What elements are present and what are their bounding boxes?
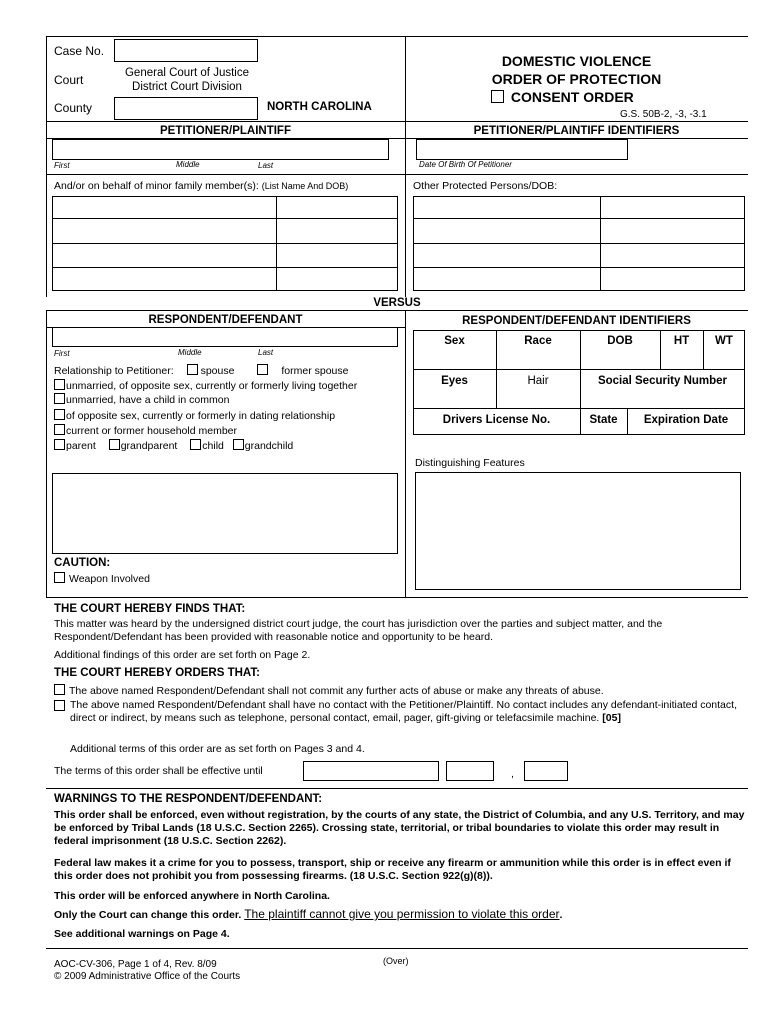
warning-enforcement: This order shall be enforced, even without registration, by the courts of any state, the District of Columbia, and any U.S. Territory, and may be enforced by Tribal Lands (18 U.S.C. Section 2265). Crossing state, territorial, or tribal boundaries to violate this order may result in federal imprisonment (18 U.S.C. Section 2262). (54, 809, 745, 847)
id-expiration-label: Expiration Date (643, 414, 729, 426)
weapon-row: Weapon Involved (54, 572, 150, 586)
id-hair-label: Hair (527, 375, 549, 387)
household-checkbox[interactable] (54, 424, 65, 435)
distinguishing-features-label: Distinguishing Features (415, 457, 525, 469)
case-no-label: Case No. (54, 44, 105, 58)
warning-court-change: Only the Court can change this order. The plaintiff cannot give you permission to violate this order. (54, 907, 563, 921)
warnings-heading: WARNINGS TO THE RESPONDENT/DEFENDANT: (54, 793, 323, 805)
petitioner-dob-label: Date Of Birth Of Petitioner (419, 160, 512, 169)
effective-comma: , (511, 768, 514, 780)
unmarried-living-checkbox[interactable] (54, 379, 65, 390)
relationship-dating: of opposite sex, currently or formerly in dating relationship (54, 409, 335, 423)
other-protected-label: Other Protected Persons/DOB: (413, 180, 558, 192)
order-item-2-checkbox-wrap (54, 700, 68, 713)
findings-heading: THE COURT HEREBY FINDS THAT: (54, 603, 246, 615)
county-field[interactable] (114, 97, 258, 120)
orders-additional: Additional terms of this order are as set forth on Pages 3 and 4. (70, 743, 365, 755)
findings-additional: Additional findings of this order are set forth on Page 2. (54, 649, 311, 661)
id-dob-label: DOB (607, 335, 633, 347)
petitioner-heading: PETITIONER/PLAINTIFF (160, 125, 291, 137)
id-ssn-label: Social Security Number (597, 375, 728, 387)
form-id: AOC-CV-306, Page 1 of 4, Rev. 8/09 (54, 959, 217, 970)
id-wt-label: WT (715, 335, 733, 347)
effective-year-field[interactable] (524, 761, 568, 781)
parent-checkbox[interactable] (54, 439, 65, 450)
court-label: Court (54, 73, 84, 87)
id-race-label: Race (524, 335, 552, 347)
respondent-heading: RESPONDENT/DEFENDANT (148, 314, 303, 326)
relationship-unmarried-living: unmarried, of opposite sex, currently or formerly living together (54, 379, 357, 393)
order-item-1: The above named Respondent/Defendant shall not commit any further acts of abuse or make any threats of abuse. (54, 684, 744, 698)
weapon-checkbox[interactable] (54, 572, 65, 583)
court-name-line2: District Court Division (132, 81, 242, 93)
minors-label: And/or on behalf of minor family member(s): (List Name And DOB) (54, 180, 349, 192)
grandchild-checkbox[interactable] (233, 439, 244, 450)
child-checkbox[interactable] (190, 439, 201, 450)
respondent-last-label: Last (258, 348, 274, 357)
relationship-unmarried-child: unmarried, have a child in common (54, 393, 229, 407)
copyright: © 2009 Administrative Office of the Courts (54, 971, 241, 982)
spouse-checkbox[interactable] (187, 364, 198, 375)
versus-label: VERSUS (46, 297, 748, 310)
state-name: NORTH CAROLINA (267, 101, 372, 113)
petitioner-first-label: First (54, 161, 70, 170)
case-no-field[interactable] (114, 39, 258, 62)
respondent-name-field[interactable] (52, 327, 398, 347)
statute-reference: G.S. 50B-2, -3, -3.1 (620, 109, 707, 120)
orders-heading: THE COURT HEREBY ORDERS THAT: (54, 667, 260, 679)
id-state-label: State (589, 414, 618, 426)
petitioner-middle-label: Middle (176, 160, 200, 169)
caution-label: CAUTION: (54, 557, 111, 569)
warning-additional-page4: See additional warnings on Page 4. (54, 928, 230, 940)
relationship-household: current or former household member (54, 424, 237, 438)
id-ht-label: HT (673, 335, 690, 347)
effective-date-field[interactable] (303, 761, 439, 781)
findings-text: This matter was heard by the undersigned district court judge, the court has jurisdiction over the parties and subject matter, and the Respondent/Defendant has been provided with reasonable notice and opportunity to be heard. (54, 618, 663, 643)
id-eyes-label: Eyes (441, 375, 468, 387)
respondent-identifiers-heading: RESPONDENT/DEFENDANT IDENTIFIERS (462, 315, 691, 327)
order-no-abuse-checkbox[interactable] (54, 684, 65, 695)
county-label: County (54, 101, 93, 115)
warning-firearms: Federal law makes it a crime for you to possess, transport, ship or receive any firearm or ammunition while this order is in effect even if this order does not prohibit you from possessing firearms. (18 U.S.C. Section 922(g)(8)). (54, 857, 731, 882)
petitioner-name-field[interactable] (52, 139, 389, 160)
distinguishing-features-box[interactable] (415, 472, 741, 590)
dating-checkbox[interactable] (54, 409, 65, 420)
form-title-line1: DOMESTIC VIOLENCE (501, 53, 652, 69)
consent-order-checkbox[interactable] (491, 90, 504, 103)
id-license-label: Drivers License No. (442, 414, 551, 426)
respondent-first-label: First (54, 349, 70, 358)
consent-order-row[interactable] (491, 89, 634, 105)
petitioner-identifiers-heading: PETITIONER/PLAINTIFF IDENTIFIERS (473, 125, 680, 137)
order-no-contact-checkbox[interactable] (54, 700, 65, 711)
over-label: (Over) (383, 956, 409, 966)
effective-day-field[interactable] (446, 761, 494, 781)
relationship-family: parent grandparent child grandchild (54, 439, 293, 453)
id-sex-label: Sex (444, 335, 465, 347)
effective-until-label: The terms of this order shall be effective until (54, 765, 263, 777)
warning-north-carolina: This order will be enforced anywhere in North Carolina. (54, 890, 330, 902)
petitioner-dob-field[interactable] (416, 139, 628, 160)
order-item-2: The above named Respondent/Defendant shall have no contact with the Petitioner/Plaintiff. No contact includes any defendant-initiated contact, direct or indirect, by means such as telephone, personal contact, email, pager, gift-giving or telefacsimile machine. [05] (70, 699, 737, 724)
consent-order-label: CONSENT ORDER (510, 89, 634, 105)
form-title-line2: ORDER OF PROTECTION (491, 71, 662, 87)
former-spouse-checkbox[interactable] (257, 364, 268, 375)
unmarried-child-checkbox[interactable] (54, 393, 65, 404)
grandparent-checkbox[interactable] (109, 439, 120, 450)
relationship-row-1: Relationship to Petitioner: spouse former spouse (54, 365, 349, 377)
court-name-line1: General Court of Justice (124, 67, 249, 79)
relationship-details-box[interactable] (52, 473, 398, 554)
petitioner-last-label: Last (258, 161, 274, 170)
respondent-middle-label: Middle (178, 348, 202, 357)
